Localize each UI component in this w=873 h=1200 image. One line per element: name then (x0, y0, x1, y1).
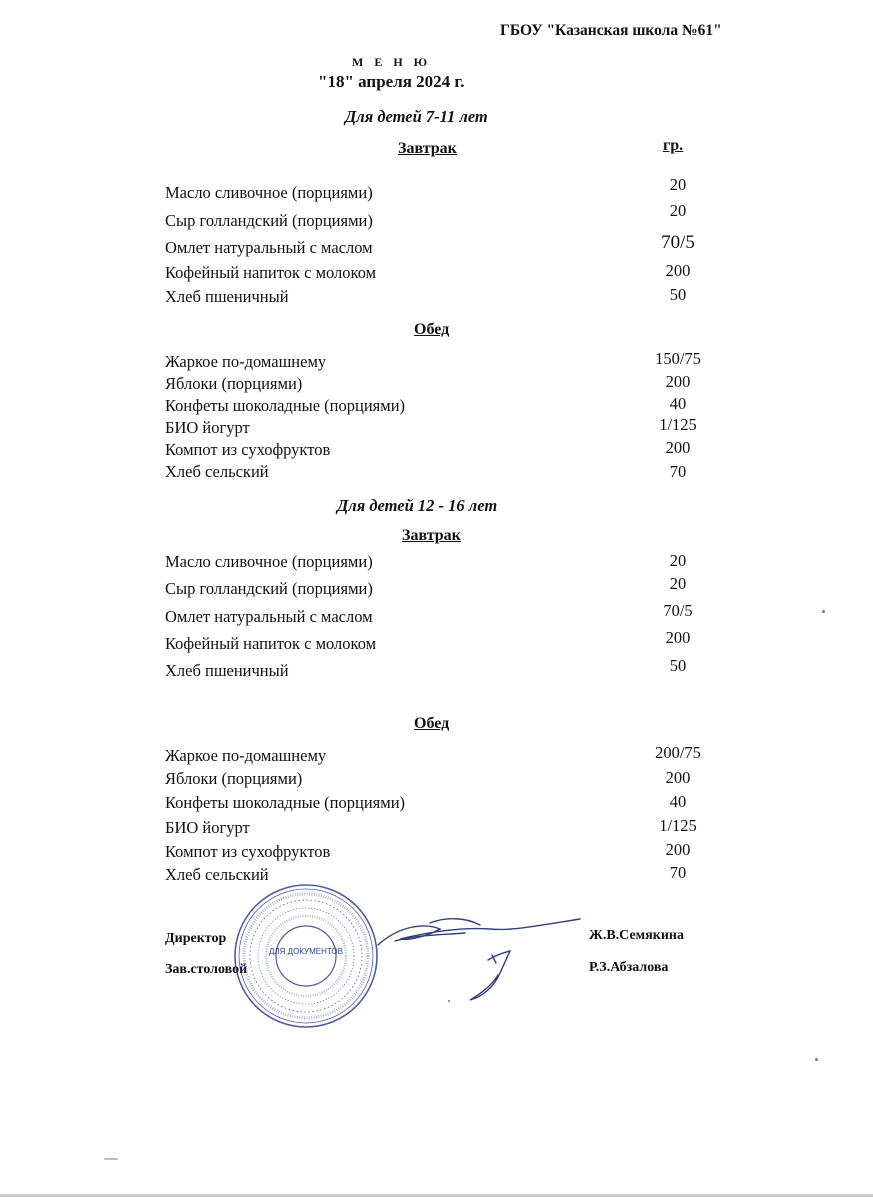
list-item (0, 349, 873, 372)
dish-qty: 1/125 (659, 816, 697, 835)
dish-qty: 20 (669, 201, 687, 220)
official-stamp (232, 882, 380, 1030)
dish-name: Хлеб сельский (165, 462, 269, 481)
dish-name: Сыр голландский (порциями) (165, 211, 373, 230)
scan-speck (815, 1058, 818, 1061)
dish-name: Сыр голландский (порциями) (165, 579, 373, 598)
dish-name: БИО йогурт (165, 818, 250, 837)
list-item (0, 263, 873, 283)
canteen-head-name: Р.З.Абзалова (589, 960, 669, 975)
dish-name: Яблоки (порциями) (165, 769, 303, 788)
dish-name: Кофейный напиток с молоком (165, 263, 377, 282)
dish-name: Жаркое по-домашнему (165, 746, 327, 765)
dish-name: Хлеб пшеничный (165, 661, 289, 680)
scan-speck (104, 1158, 118, 1160)
dish-qty: 200 (665, 628, 691, 647)
dish-name: Компот из сухофруктов (165, 440, 331, 459)
scan-speck (448, 1000, 450, 1002)
dish-qty: 50 (669, 285, 687, 304)
handwritten-signatures (370, 905, 590, 1025)
list-item (0, 743, 873, 766)
dish-qty: 200 (665, 261, 691, 280)
menu-date: "18" апреля 2024 г. (318, 72, 465, 91)
dish-qty: 70 (669, 863, 687, 882)
list-item (0, 440, 873, 460)
dish-name: Конфеты шоколадные (порциями) (165, 396, 406, 415)
group1-title: Для детей 7-11 лет (345, 107, 488, 126)
dish-name: Масло сливочное (порциями) (165, 183, 373, 202)
dish-qty: 40 (669, 394, 687, 413)
dish-qty: 20 (669, 551, 687, 570)
scan-edge (0, 1194, 873, 1197)
dish-qty: 70/5 (663, 601, 693, 620)
dish-qty: 50 (669, 656, 687, 675)
dish-name: Кофейный напиток с молоком (165, 634, 377, 653)
list-item (0, 793, 873, 813)
dish-qty: 200 (665, 768, 691, 787)
director-name: Ж.В.Семякина (589, 928, 684, 943)
dish-name: Хлеб сельский (165, 865, 269, 884)
list-item (0, 656, 873, 681)
group2-lunch-title: Обед (414, 715, 450, 732)
list-item (0, 374, 873, 394)
dish-name: Яблоки (порциями) (165, 374, 303, 393)
dish-name: Омлет натуральный с маслом (165, 607, 373, 626)
list-item (0, 601, 873, 627)
group1-breakfast-title: Завтрак (398, 140, 457, 157)
dish-name: Жаркое по-домашнему (165, 352, 327, 371)
group2-breakfast-title: Завтрак (402, 527, 461, 544)
dish-qty: 40 (669, 792, 687, 811)
dish-qty: 20 (669, 574, 687, 593)
group2-title: Для детей 12 - 16 лет (337, 496, 498, 515)
dish-qty: 200 (665, 372, 691, 391)
dish-name: Компот из сухофруктов (165, 842, 331, 861)
director-label: Директор (165, 931, 227, 946)
list-item (0, 842, 873, 862)
list-item (0, 201, 873, 231)
dish-qty: 70 (669, 462, 687, 481)
dish-name: БИО йогурт (165, 418, 250, 437)
unit-header: гр. (663, 137, 684, 154)
list-item (0, 175, 873, 203)
list-item (0, 415, 873, 438)
menu-heading: М Е Н Ю (352, 55, 432, 69)
dish-qty: 200/75 (655, 743, 701, 762)
dish-name: Омлет натуральный с маслом (165, 238, 373, 257)
dish-qty: 1/125 (659, 415, 697, 434)
list-item (0, 232, 873, 258)
list-item (0, 769, 873, 789)
list-item (0, 818, 873, 838)
dish-qty: 200 (665, 438, 691, 457)
dish-name: Хлеб пшеничный (165, 287, 289, 306)
dish-qty: 200 (665, 840, 691, 859)
list-item (0, 628, 873, 654)
dish-qty: 20 (669, 175, 687, 194)
scan-speck (822, 610, 825, 613)
dish-qty: 70/5 (661, 232, 695, 253)
canteen-head-label: Зав.столовой (165, 962, 248, 977)
stamp-text: ДЛЯ ДОКУМЕНТОВ (268, 947, 344, 956)
school-name: ГБОУ "Казанская школа №61" (500, 22, 722, 39)
list-item (0, 396, 873, 416)
dish-name: Конфеты шоколадные (порциями) (165, 793, 406, 812)
list-item (0, 462, 873, 482)
list-item (0, 865, 873, 885)
list-item (0, 287, 873, 307)
list-item (0, 552, 873, 572)
dish-qty: 150/75 (655, 349, 701, 368)
group1-lunch-title: Обед (414, 321, 450, 338)
list-item (0, 574, 873, 599)
dish-name: Масло сливочное (порциями) (165, 552, 373, 571)
